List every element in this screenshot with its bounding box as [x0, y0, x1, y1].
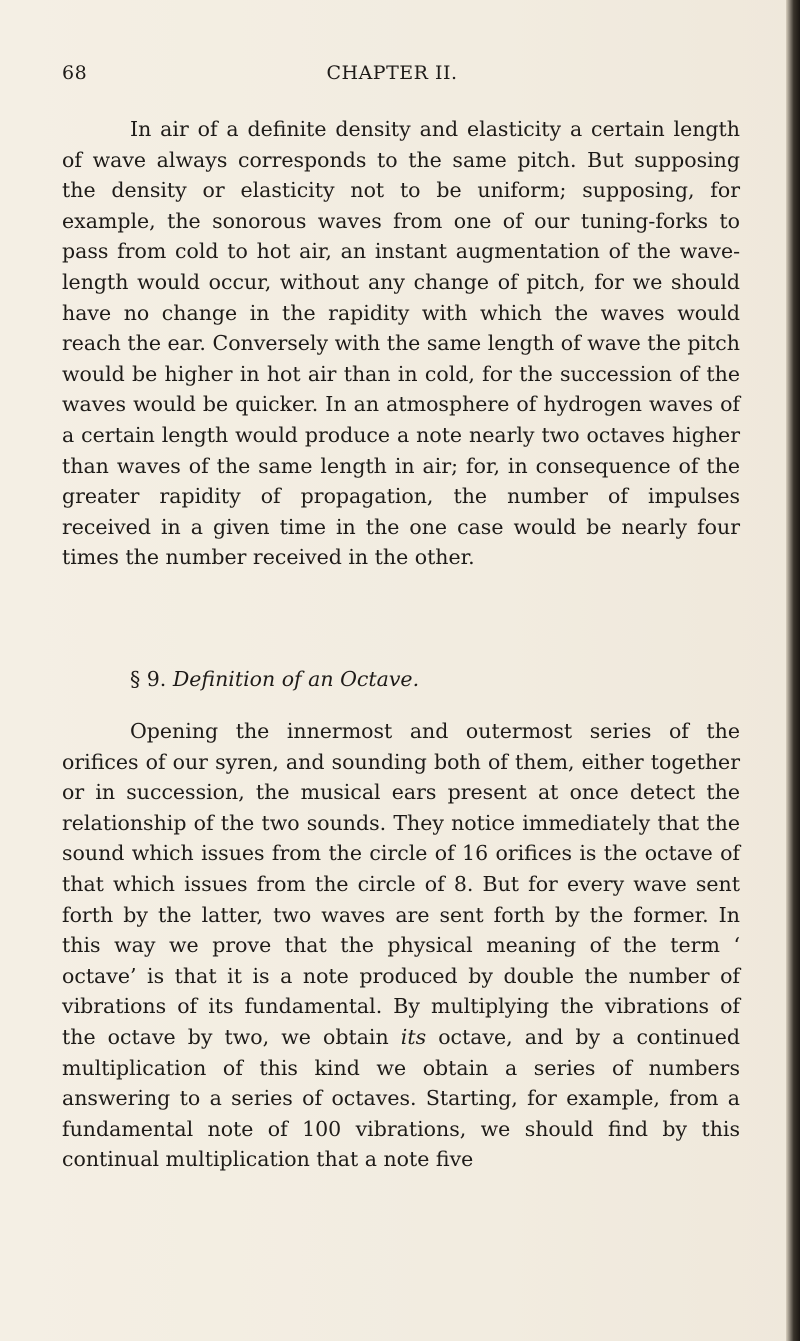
paragraph-octave-definition	[62, 716, 740, 1175]
page-edge-shadow	[786, 0, 800, 1341]
section-title: Definition of an Octave.	[172, 667, 420, 691]
paragraph-octave-text-start: Opening the innermost and outermost series of the orifices of our syren, and sounding both of them, either together or in succession, the musical ears present at once detect the relationship of the two sounds. They notice immediately that the sound which issues from the circle of 16 orifices is the octave of that which issues from the circle of 8. But for every wave sent forth by the latter, two waves are sent forth by the former. In this way we prove that the physical meaning of the term ‘ octave’ is that it is a note produced by double the number of vibrations of its fundamental. By multiplying the vibrations of the octave by two, we obtain	[62, 719, 740, 1049]
paragraph-octave-text-end: octave, and by a continued multiplication of this kind we obtain a series of numbers answering to a series of octaves. Starting, for example, from a fundamental note of 100 vibrations, we should find by this continual multiplication that a note five	[62, 1024, 740, 1172]
chapter-title: CHAPTER II.	[326, 62, 458, 84]
section-heading	[62, 664, 740, 694]
section-number: § 9.	[130, 667, 167, 691]
running-header	[62, 58, 762, 88]
paragraph-wave-length-pitch: In air of a definite density and elasticity a certain length of wave always corresponds to the same pitch. But supposing the density or elasticity not to be uniform; supposing, for example, the sonorous waves from one of our tuning-forks to pass from cold to hot air, an instant augmentation of the wave-length would occur, without any change of pitch, for we should have no change in the rapidity with which the waves would reach the ear. Conversely with the same length of wave the pitch would be higher in hot air than in cold, for the succession of the waves would be quicker. In an atmosphere of hydrogen waves of a certain length would produce a note nearly two octaves higher than waves of the same length in air; for, in consequence of the greater rapidity of propagation, the number of impulses received in a given time in the one case would be nearly four times the number received in the other.	[62, 117, 740, 570]
emphasized-word: its	[400, 1024, 427, 1049]
page-number: 68	[62, 62, 88, 84]
